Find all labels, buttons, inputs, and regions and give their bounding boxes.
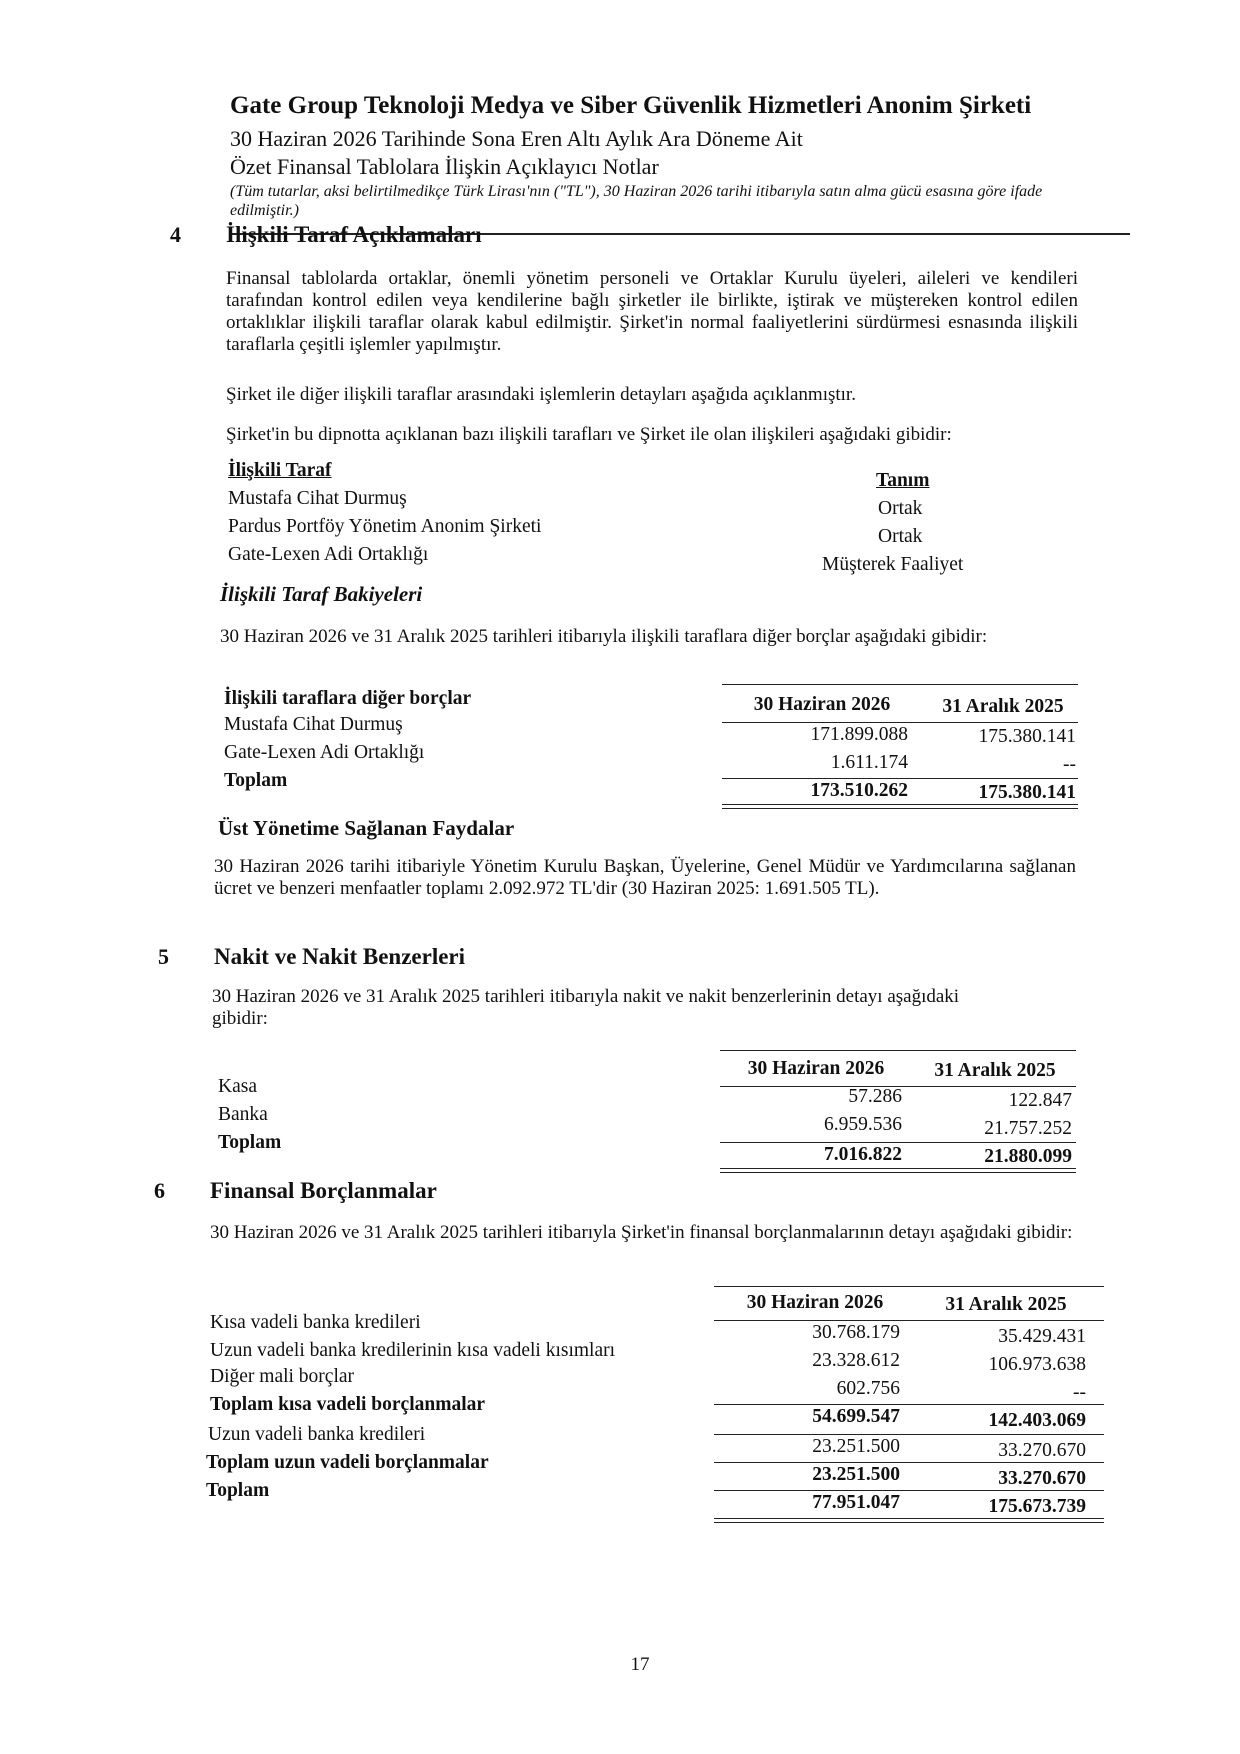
- section-4-number: 4: [170, 222, 181, 247]
- definition-header: Tanım: [876, 470, 930, 491]
- table-cell: 23.328.612: [812, 1350, 900, 1371]
- table-top-rule: [722, 684, 1078, 685]
- section-6-intro: 30 Haziran 2026 ve 31 Aralık 2025 tarihleri itibarıyla Şirket'in finansal borçlanmalarının detayı aşağıdaki gibidir:: [210, 1222, 1073, 1243]
- total-double-rule: [722, 804, 1078, 809]
- balances-title: İlişkili Taraf Bakiyeleri: [220, 582, 423, 606]
- table-cell: 57.286: [848, 1086, 902, 1107]
- section-4-title: İlişkili Taraf Açıklamaları: [226, 222, 482, 247]
- section-4-transactions-note: Şirket ile diğer ilişkili taraflar arasındaki işlemlerin detayları aşağıda açıklanmıştır.: [226, 384, 856, 405]
- section-6-number: 6: [154, 1178, 165, 1203]
- column-header: 31 Aralık 2025: [942, 696, 1064, 717]
- table-cell: 23.251.500: [812, 1436, 900, 1457]
- table-total-cell: 175.380.141: [978, 782, 1076, 803]
- table-total-cell: 175.673.739: [988, 1496, 1086, 1517]
- table-cell: 122.847: [1008, 1090, 1072, 1111]
- table-cell: 33.270.670: [998, 1440, 1086, 1461]
- total-double-rule: [720, 1168, 1076, 1173]
- period-line: 30 Haziran 2026 Tarihinde Sona Eren Altı Aylık Ara Döneme Ait: [230, 126, 803, 151]
- header-note: (Tüm tutarlar, aksi belirtilmedikçe Türk Lirası'nın ("TL"), 30 Haziran 2026 tarihi itibarıyla satın alma gücü esasına göre ifade edilmiştir.): [230, 183, 1043, 219]
- column-header: 30 Haziran 2026: [746, 1292, 884, 1313]
- table-total-label: Toplam: [206, 1480, 270, 1501]
- balances-intro: 30 Haziran 2026 ve 31 Aralık 2025 tarihleri itibarıyla ilişkili taraflara diğer borçlar aşağıdaki gibidir:: [220, 626, 988, 647]
- party-definition: Müşterek Faaliyet: [822, 554, 964, 575]
- table-row-label: Toplam kısa vadeli borçlanmalar: [210, 1394, 486, 1415]
- table-row-label: Banka: [218, 1104, 268, 1125]
- table-cell: 142.403.069: [988, 1410, 1086, 1431]
- page-number: 17: [630, 1654, 650, 1675]
- party-name: Pardus Portföy Yönetim Anonim Şirketi: [228, 516, 542, 537]
- party-name: Mustafa Cihat Durmuş: [228, 488, 407, 509]
- table-cell: 23.251.500: [812, 1464, 900, 1485]
- table-total-cell: 77.951.047: [812, 1492, 900, 1513]
- table-total-label: Toplam: [224, 770, 288, 791]
- table-row-label: Kasa: [218, 1076, 257, 1097]
- section-5-title: Nakit ve Nakit Benzerleri: [214, 944, 466, 969]
- table-total-cell: 7.016.822: [824, 1144, 902, 1165]
- management-benefits-text: 30 Haziran 2026 tarihi itibariyle Yönetim Kurulu Başkan, Üyelerine, Genel Müdür ve Yardımcılarına sağlanan ücret ve benzeri menfaatler toplamı 2.092.972 TL'dir (30 Haziran 2025: 1.691.505 TL).: [214, 856, 1076, 899]
- table-row-label: Mustafa Cihat Durmuş: [224, 714, 403, 735]
- column-header: 31 Aralık 2025: [945, 1294, 1067, 1315]
- section-4-paragraph: Finansal tablolarda ortaklar, önemli yönetim personeli ve Ortaklar Kurulu üyeleri, aileleri ve kendileri tarafından kontrol edilen veya kendilerine bağlı şirketler ile birlikte, iştirak ve müştereken kontrol edilen ortaklıklar ilişkili taraflar olarak kabul edilmiştir. Şirket'in normal faaliyetlerini sürdürmesi esnasında ilişkili taraflarla çeşitli işlemler yapılmıştır.: [226, 268, 1078, 355]
- column-header: 30 Haziran 2026: [747, 1058, 885, 1079]
- management-benefits-title: Üst Yönetime Sağlanan Faydalar: [218, 816, 515, 840]
- table-row-label: Uzun vadeli banka kredileri: [208, 1424, 426, 1445]
- column-header: 31 Aralık 2025: [934, 1060, 1056, 1081]
- party-name: Gate-Lexen Adi Ortaklığı: [228, 544, 429, 565]
- table-cell: 33.270.670: [998, 1468, 1086, 1489]
- table-total-label: Toplam: [218, 1132, 282, 1153]
- balances-table-label: İlişkili taraflara diğer borçlar: [224, 688, 472, 709]
- column-header: 30 Haziran 2026: [753, 694, 891, 715]
- table-cell: 175.380.141: [978, 726, 1076, 747]
- table-cell: --: [1073, 1382, 1086, 1403]
- table-cell: 1.611.174: [830, 752, 908, 773]
- table-total-cell: 21.880.099: [984, 1146, 1072, 1167]
- table-cell: 54.699.547: [812, 1406, 900, 1427]
- table-cell: 171.899.088: [810, 724, 908, 745]
- company-name: Gate Group Teknoloji Medya ve Siber Güvenlik Hizmetleri Anonim Şirketi: [230, 92, 1032, 119]
- table-total-cell: 173.510.262: [810, 780, 908, 801]
- subtitle-line: Özet Finansal Tablolara İlişkin Açıklayıcı Notlar: [230, 154, 659, 179]
- table-cell: 106.973.638: [988, 1354, 1086, 1375]
- table-cell: 6.959.536: [824, 1114, 902, 1135]
- party-definition: Ortak: [878, 498, 923, 519]
- table-cell: 602.756: [836, 1378, 900, 1399]
- party-definition: Ortak: [878, 526, 923, 547]
- table-row-label: Kısa vadeli banka kredileri: [210, 1312, 421, 1333]
- table-cell: 35.429.431: [998, 1326, 1086, 1347]
- table-row-label: Diğer mali borçlar: [210, 1366, 355, 1387]
- table-cell: --: [1063, 754, 1076, 775]
- table-top-rule: [714, 1286, 1104, 1287]
- section-5-number: 5: [158, 944, 169, 969]
- table-cell: 21.757.252: [984, 1118, 1072, 1139]
- related-party-header: İlişkili Taraf: [228, 460, 332, 481]
- table-cell: 30.768.179: [812, 1322, 900, 1343]
- total-double-rule: [714, 1518, 1104, 1523]
- table-row-label: Uzun vadeli banka kredilerinin kısa vadeli kısımları: [210, 1340, 616, 1361]
- section-4-parties-intro: Şirket'in bu dipnotta açıklanan bazı ilişkili tarafları ve Şirket ile olan ilişkileri aşağıdaki gibidir:: [226, 424, 952, 445]
- table-top-rule: [720, 1050, 1076, 1051]
- table-row-label: Gate-Lexen Adi Ortaklığı: [224, 742, 425, 763]
- section-6-title: Finansal Borçlanmalar: [210, 1178, 437, 1203]
- table-row-label: Toplam uzun vadeli borçlanmalar: [206, 1452, 489, 1473]
- section-5-intro: 30 Haziran 2026 ve 31 Aralık 2025 tarihleri itibarıyla nakit ve nakit benzerlerinin detayı aşağıdaki gibidir:: [212, 986, 960, 1029]
